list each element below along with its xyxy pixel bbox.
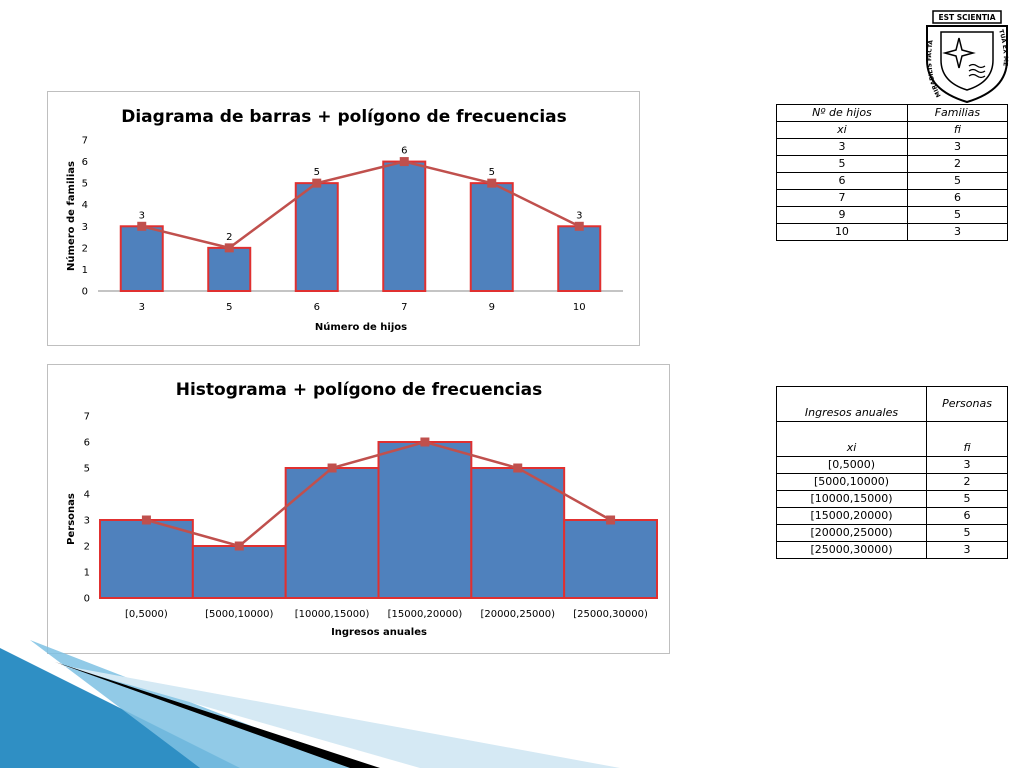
chart-bars [100,442,657,598]
data-label: 5 [488,167,495,179]
university-crest-logo [919,8,1015,104]
histogram-svg [48,365,671,655]
table-cell: [0,5000) [777,457,927,474]
table-cell: 6 [927,508,1008,525]
x-tick-label: 5 [226,302,233,313]
table-header: xi [777,122,908,139]
x-tick-label: 3 [138,302,145,313]
y-tick-label: 7 [83,411,90,423]
bar [100,520,193,598]
y-tick-label: 4 [81,200,88,212]
bar [379,442,472,598]
bar [558,226,600,291]
table-cell: 10 [777,224,908,241]
polygon-marker [328,464,337,473]
polygon-marker [487,179,496,188]
x-tick-label: [20000,25000) [480,609,556,620]
bar [208,248,250,291]
chart-bars [121,162,601,291]
table-cell: 2 [927,474,1008,491]
y-tick-label: 4 [83,489,90,501]
data-label: 5 [313,167,320,179]
chart-title: Diagrama de barras + polígono de frecuencias [121,107,567,127]
table-cell: 6 [777,173,908,190]
table-row [777,508,1008,525]
table-cell: 5 [907,207,1007,224]
y-tick-label: 1 [83,567,90,579]
y-axis-label: Número de familias [66,161,77,271]
table-cell: 2 [907,156,1007,173]
table-row [777,542,1008,559]
bar [296,183,338,291]
table-row [777,474,1008,491]
bar [471,183,513,291]
table-row [777,207,1008,224]
frequency-table-ingresos [776,386,1008,559]
polygon-marker [420,438,429,447]
y-tick-label: 1 [81,264,88,276]
table-cell: [10000,15000) [777,491,927,508]
table-row [777,173,1008,190]
x-tick-label: [10000,15000) [294,609,370,620]
y-tick-label: 0 [81,286,88,298]
polygon-marker [225,243,234,252]
table-cell: 5 [927,491,1008,508]
x-tick-label: 9 [488,302,495,313]
x-tick-label: 6 [313,302,320,313]
x-axis-label: Número de hijos [314,322,408,333]
y-tick-label: 6 [83,437,90,449]
crest-left-text: MIRABILIS FACTA [926,39,943,99]
bar [564,520,657,598]
table-header: Familias [907,105,1007,122]
x-tick-label: 10 [572,302,586,313]
y-tick-label: 6 [81,157,88,169]
table-row [777,190,1008,207]
polygon-marker [606,516,615,525]
data-label: 2 [226,231,233,243]
table-cell: 5 [907,173,1007,190]
table-header: Ingresos anuales [777,387,927,422]
y-tick-label: 0 [83,593,90,605]
table-cell: 7 [777,190,908,207]
frequency-table-hijos [776,104,1008,241]
table-cell: 3 [907,224,1007,241]
chart-polygon [137,157,584,252]
polygon-marker [312,179,321,188]
y-tick-label: 3 [81,221,88,233]
table-header: fi [907,122,1007,139]
y-tick-label: 2 [83,541,90,553]
chart-labels [125,609,648,620]
data-label: 3 [576,210,583,222]
y-tick-label: 5 [83,463,90,475]
table-row [777,156,1008,173]
x-tick-label: [15000,20000) [387,609,463,620]
table-cell: [15000,20000) [777,508,927,525]
data-label: 3 [138,210,145,222]
table-cell: [25000,30000) [777,542,927,559]
table-cell: 3 [927,457,1008,474]
table-cell: 9 [777,207,908,224]
y-axis-label: Personas [66,493,77,545]
table-cell: 3 [927,542,1008,559]
x-tick-label: 7 [401,302,408,313]
crest-top-text: EST SCIENTIA [938,13,996,22]
table-cell: [5000,10000) [777,474,927,491]
table-header: Nº de hijos [777,105,908,122]
table-row [777,139,1008,156]
x-tick-label: [5000,10000) [205,609,274,620]
table-header: xi [777,422,927,457]
decorative-swoosh [0,640,620,768]
table-header: fi [927,422,1008,457]
polygon-marker [142,516,151,525]
data-label: 6 [401,145,408,157]
table-row [777,491,1008,508]
bar [193,546,286,598]
x-tick-label: [25000,30000) [573,609,648,620]
crest-right-text: TUA EX ME [997,28,1009,67]
y-tick-label: 7 [81,135,88,147]
table-row [777,457,1008,474]
table-cell: 3 [907,139,1007,156]
bar [383,162,425,291]
table-header: Personas [927,387,1008,422]
polygon-marker [513,464,522,473]
y-tick-label: 2 [81,243,88,255]
table-cell: [20000,25000) [777,525,927,542]
y-tick-label: 3 [83,515,90,527]
polygon-marker [400,157,409,166]
y-tick-label: 5 [81,178,88,190]
table-cell: 3 [777,139,908,156]
bar-chart-svg [48,92,641,347]
table-row [777,525,1008,542]
histogram-ingresos [47,364,670,654]
x-tick-label: [0,5000) [125,609,168,620]
polygon-marker [137,222,146,231]
x-axis-label: Ingresos anuales [331,627,427,638]
polygon-marker [575,222,584,231]
table-cell: 5 [777,156,908,173]
table-row [777,224,1008,241]
polygon-marker [235,542,244,551]
table-cell: 6 [907,190,1007,207]
bar [121,226,163,291]
bar-chart-hijos [47,91,640,346]
bar [286,468,379,598]
chart-title: Histograma + polígono de frecuencias [175,380,543,400]
table-cell: 5 [927,525,1008,542]
